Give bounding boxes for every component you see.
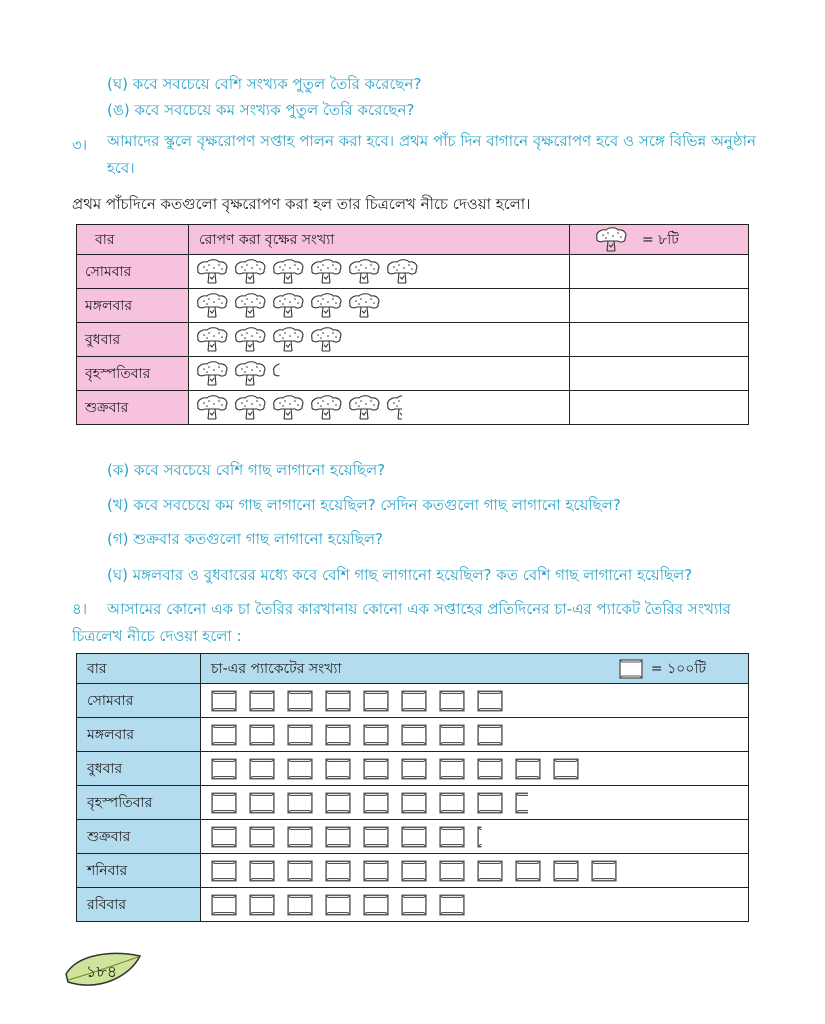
header-count-label: চা-এর প্যাকেটের সংখ্যা	[211, 660, 342, 677]
packet-icon	[359, 722, 393, 748]
key-cell	[570, 225, 749, 255]
tree-icon	[271, 293, 305, 319]
day-label: সোমবার	[77, 255, 189, 289]
packet-icon	[511, 858, 545, 884]
key-text: = ৮টি	[642, 231, 679, 248]
tree-icon	[233, 293, 267, 319]
tree-icon	[195, 293, 229, 319]
packet-icon	[321, 858, 355, 884]
day-label: শনিবার	[77, 854, 201, 888]
day-label: সোমবার	[77, 684, 201, 718]
tree-icon	[233, 259, 267, 285]
tree-icon	[309, 327, 343, 353]
packet-icon	[473, 790, 507, 816]
tree-icon	[233, 361, 267, 387]
packet-row	[77, 888, 749, 922]
packet-icon	[473, 722, 507, 748]
tree-icons-cell	[189, 289, 570, 323]
tree-icon	[271, 259, 305, 285]
day-label: রবিবার	[77, 888, 201, 922]
packet-icon	[283, 790, 317, 816]
packet-icon	[321, 688, 355, 714]
packet-icon	[283, 722, 317, 748]
packet-icon	[359, 892, 393, 918]
question-4-text-line1: আসামের কোনো এক চা তৈরির কারখানায় কোনো এক সপ্তাহের প্রতিদিনের চা-এর প্যাকেট তৈরির সংখ্যার	[107, 600, 731, 618]
packet-icon	[207, 688, 241, 714]
packet-icon	[435, 824, 469, 850]
empty-cell	[570, 323, 749, 357]
tree-icon	[271, 327, 305, 353]
packet-icon	[207, 892, 241, 918]
packet-row	[77, 820, 749, 854]
tree-icon	[347, 395, 381, 421]
packet-icon	[473, 756, 507, 782]
packet-icons-cell	[201, 752, 749, 786]
day-label: মঙ্গলবার	[77, 289, 189, 323]
packet-icon	[473, 858, 507, 884]
question-3-number: ৩।	[72, 136, 88, 154]
packet-icon	[245, 892, 279, 918]
tree-row	[77, 255, 749, 289]
packet-icon	[245, 824, 279, 850]
packet-icon	[283, 824, 317, 850]
packet-icon	[359, 756, 393, 782]
packet-icon	[207, 756, 241, 782]
packet-icon	[359, 790, 393, 816]
packet-icon	[283, 892, 317, 918]
page-number-leaf	[60, 948, 144, 992]
tree-icon	[233, 327, 267, 353]
empty-cell	[570, 255, 749, 289]
packet-icon	[435, 722, 469, 748]
packet-icon	[245, 858, 279, 884]
packet-icon	[435, 892, 469, 918]
packet-icons-cell	[201, 820, 749, 854]
packet-icon	[587, 858, 621, 884]
packet-row	[77, 854, 749, 888]
packet-icon	[397, 722, 431, 748]
packet-icon	[435, 790, 469, 816]
question-3-gha: (ঘ) মঙ্গলবার ও বুধবারের মধ্যে কবে বেশি গাছ লাগানো হয়েছিল? কত বেশি গাছ লাগানো হয়েছিল?	[107, 566, 693, 584]
tree-row	[77, 289, 749, 323]
header-day: বার	[77, 654, 201, 684]
day-label: শুক্রবার	[77, 391, 189, 425]
packet-icon	[321, 824, 355, 850]
tree-pictograph-table	[76, 224, 749, 425]
packet-icon	[321, 722, 355, 748]
packet-icons-cell	[201, 718, 749, 752]
packet-icon	[321, 892, 355, 918]
tree-row	[77, 357, 749, 391]
packet-icon	[549, 858, 583, 884]
packet-row	[77, 752, 749, 786]
day-label: বুধবার	[77, 752, 201, 786]
question-3-ka: (ক) কবে সবচেয়ে বেশি গাছ লাগানো হয়েছিল?	[107, 461, 386, 479]
packet-icon	[245, 688, 279, 714]
empty-cell	[570, 357, 749, 391]
tree-icon	[309, 395, 343, 421]
partial-tree-icon	[271, 361, 305, 387]
tree-icon	[195, 259, 229, 285]
packet-icon	[397, 756, 431, 782]
packet-icon	[617, 657, 645, 681]
packet-icon	[207, 858, 241, 884]
tree-icon	[385, 259, 419, 285]
question-gha-top: (ঘ) কবে সবচেয়ে বেশি সংখ্যক পুতুল তৈরি করেছেন?	[107, 75, 422, 93]
packet-icon	[359, 688, 393, 714]
packet-icon	[359, 824, 393, 850]
header-day: বার	[77, 225, 189, 255]
tree-icon	[195, 327, 229, 353]
tree-icon	[347, 259, 381, 285]
empty-cell	[570, 391, 749, 425]
tree-icon	[309, 293, 343, 319]
packet-row	[77, 786, 749, 820]
tree-icon	[347, 293, 381, 319]
question-3-kha: (খ) কবে সবচেয়ে কম গাছ লাগানো হয়েছিল? সেদিন কতগুলো গাছ লাগানো হয়েছিল?	[107, 496, 621, 514]
packet-icon	[511, 756, 545, 782]
question-4-text-line2: চিত্রলেখ নীচে দেওয়া হলো :	[72, 627, 242, 645]
tree-icons-cell	[189, 255, 570, 289]
packet-icon	[359, 858, 393, 884]
page-number: ১৮৪	[86, 962, 118, 981]
day-label: শুক্রবার	[77, 820, 201, 854]
tree-icons-cell	[189, 323, 570, 357]
packet-icons-cell	[201, 854, 749, 888]
packet-icon	[397, 858, 431, 884]
tree-row	[77, 391, 749, 425]
packet-icon	[321, 790, 355, 816]
tree-row	[77, 323, 749, 357]
header-count: রোপণ করা বৃক্ষের সংখ্যা	[189, 225, 570, 255]
question-3-text: আমাদের স্কুলে বৃক্ষরোপণ সপ্তাহ পালন করা হবে। প্রথম পাঁচ দিন বাগানে বৃক্ষরোপণ হবে ও সঙ্গে বিভিন্ন অনুষ্ঠান হবে।	[107, 132, 756, 177]
tea-pictograph-table	[76, 653, 749, 922]
packet-icon	[397, 688, 431, 714]
tree-icon	[195, 361, 229, 387]
header-count	[201, 654, 749, 684]
tree-icons-cell	[189, 357, 570, 391]
packet-icons-cell	[201, 786, 749, 820]
packet-icon	[435, 688, 469, 714]
packet-icon	[245, 722, 279, 748]
day-label: বৃহস্পতিবার	[77, 786, 201, 820]
packet-icon	[245, 790, 279, 816]
packet-icons-cell	[201, 684, 749, 718]
tree-icon	[309, 259, 343, 285]
packet-icon	[397, 790, 431, 816]
packet-icon	[321, 756, 355, 782]
tree-icon	[594, 227, 628, 253]
question-4-number: ৪।	[72, 600, 88, 618]
packet-icon	[549, 756, 583, 782]
packet-icon	[435, 756, 469, 782]
partial-packet-icon	[473, 824, 507, 850]
packet-icon	[207, 790, 241, 816]
key-text: = ১০০টি	[650, 660, 706, 677]
packet-icon	[207, 824, 241, 850]
packet-icon	[245, 756, 279, 782]
packet-icon	[283, 858, 317, 884]
day-label: মঙ্গলবার	[77, 718, 201, 752]
question-3-intro: প্রথম পাঁচদিনে কতগুলো বৃক্ষরোপণ করা হল তার চিত্রলেখ নীচে দেওয়া হলো।	[72, 195, 531, 213]
packet-row	[77, 718, 749, 752]
packet-icon	[283, 688, 317, 714]
packet-icon	[397, 892, 431, 918]
packet-icon	[473, 688, 507, 714]
tree-icon	[233, 395, 267, 421]
packet-icon	[207, 722, 241, 748]
packet-row	[77, 684, 749, 718]
tree-icon	[195, 395, 229, 421]
tree-icons-cell	[189, 391, 570, 425]
partial-tree-icon	[385, 395, 419, 421]
question-nga-top: (ঙ) কবে সবচেয়ে কম সংখ্যক পুতুল তৈরি করেছেন?	[107, 101, 415, 119]
packet-icons-cell	[201, 888, 749, 922]
packet-icon	[435, 858, 469, 884]
packet-icon	[283, 756, 317, 782]
packet-icon	[397, 824, 431, 850]
tree-icon	[271, 395, 305, 421]
partial-packet-icon	[511, 790, 545, 816]
day-label: বৃহস্পতিবার	[77, 357, 189, 391]
question-3-ga: (গ) শুক্রবার কতগুলো গাছ লাগানো হয়েছিল?	[107, 530, 383, 548]
empty-cell	[570, 289, 749, 323]
day-label: বুধবার	[77, 323, 189, 357]
